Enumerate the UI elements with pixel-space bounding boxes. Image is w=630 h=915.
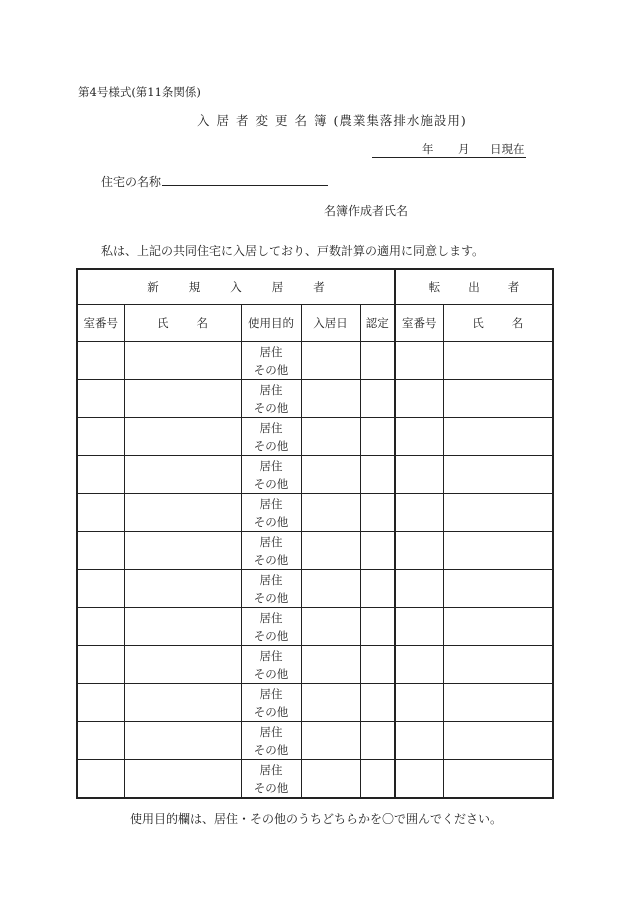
table-row	[77, 342, 553, 380]
cell-approval[interactable]	[360, 418, 395, 456]
date-year-label: 年	[422, 142, 434, 156]
cell-room-new[interactable]	[77, 456, 124, 494]
cell-name-new[interactable]	[124, 418, 241, 456]
cell-purpose[interactable]	[241, 646, 301, 684]
table-row	[77, 760, 553, 799]
purpose-option-residence[interactable]: 居住	[259, 458, 283, 473]
purpose-option-other[interactable]: その他	[253, 552, 289, 567]
document-title	[197, 111, 467, 129]
table-row	[77, 456, 553, 494]
cell-approval[interactable]	[360, 456, 395, 494]
cell-name-new[interactable]	[124, 380, 241, 418]
cell-name-out[interactable]	[443, 380, 553, 418]
cell-room-out[interactable]	[395, 570, 443, 608]
cell-purpose[interactable]	[241, 380, 301, 418]
purpose-option-residence[interactable]: 居住	[259, 686, 283, 701]
cell-move-in-date[interactable]	[301, 342, 360, 380]
cell-purpose[interactable]	[241, 760, 301, 799]
cell-name-new[interactable]	[124, 684, 241, 722]
cell-approval[interactable]	[360, 760, 395, 799]
table-row	[77, 532, 553, 570]
title-main: 入居者変更名簿	[197, 113, 334, 128]
col-name-new: 氏名	[124, 305, 241, 342]
cell-name-new[interactable]	[124, 570, 241, 608]
purpose-option-other[interactable]: その他	[253, 438, 289, 453]
cell-room-new[interactable]	[77, 380, 124, 418]
cell-purpose[interactable]	[241, 570, 301, 608]
cell-name-new[interactable]	[124, 722, 241, 760]
purpose-option-residence[interactable]: 居住	[259, 420, 283, 435]
table-row	[77, 646, 553, 684]
cell-approval[interactable]	[360, 646, 395, 684]
cell-name-out[interactable]	[443, 722, 553, 760]
cell-approval[interactable]	[360, 494, 395, 532]
housing-name-field	[101, 173, 328, 190]
housing-name-label: 住宅の名称	[101, 175, 162, 189]
cell-purpose[interactable]	[241, 418, 301, 456]
purpose-option-residence[interactable]: 居住	[259, 648, 283, 663]
cell-approval[interactable]	[360, 342, 395, 380]
cell-name-new[interactable]	[124, 646, 241, 684]
cell-name-new[interactable]	[124, 760, 241, 799]
cell-room-out[interactable]	[395, 608, 443, 646]
col-room-number-out: 室番号	[395, 305, 443, 342]
cell-room-out[interactable]	[395, 380, 443, 418]
cell-room-new[interactable]	[77, 494, 124, 532]
cell-purpose[interactable]	[241, 608, 301, 646]
cell-move-in-date[interactable]	[301, 570, 360, 608]
cell-move-in-date[interactable]	[301, 494, 360, 532]
table-row	[77, 722, 553, 760]
cell-name-out[interactable]	[443, 342, 553, 380]
moved-out-header: 転出者	[395, 269, 553, 305]
cell-room-out[interactable]	[395, 418, 443, 456]
purpose-option-other[interactable]: その他	[253, 742, 289, 757]
cell-name-out[interactable]	[443, 418, 553, 456]
cell-name-new[interactable]	[124, 494, 241, 532]
cell-name-new[interactable]	[124, 342, 241, 380]
purpose-option-other[interactable]: その他	[253, 704, 289, 719]
purpose-option-residence[interactable]: 居住	[259, 496, 283, 511]
cell-room-new[interactable]	[77, 760, 124, 799]
purpose-option-residence[interactable]: 居住	[259, 534, 283, 549]
cell-approval[interactable]	[360, 380, 395, 418]
cell-room-out[interactable]	[395, 646, 443, 684]
purpose-option-residence[interactable]: 居住	[259, 762, 283, 777]
cell-purpose[interactable]	[241, 684, 301, 722]
table-row	[77, 684, 553, 722]
cell-room-out[interactable]	[395, 760, 443, 799]
cell-move-in-date[interactable]	[301, 760, 360, 799]
cell-approval[interactable]	[360, 722, 395, 760]
purpose-option-other[interactable]: その他	[253, 514, 289, 529]
cell-purpose[interactable]	[241, 342, 301, 380]
purpose-option-residence[interactable]: 居住	[259, 344, 283, 359]
purpose-option-other[interactable]: その他	[253, 666, 289, 681]
cell-name-out[interactable]	[443, 760, 553, 799]
date-day-label: 日現在	[490, 142, 525, 156]
cell-room-out[interactable]	[395, 494, 443, 532]
purpose-option-residence[interactable]: 居住	[259, 724, 283, 739]
housing-name-blank[interactable]	[162, 173, 328, 186]
cell-name-out[interactable]	[443, 456, 553, 494]
col-purpose: 使用目的	[241, 305, 301, 342]
col-approval: 認定	[360, 305, 395, 342]
cell-name-out[interactable]	[443, 532, 553, 570]
cell-name-out[interactable]	[443, 570, 553, 608]
col-room-number-new: 室番号	[77, 305, 124, 342]
cell-name-out[interactable]	[443, 608, 553, 646]
purpose-option-other[interactable]: その他	[253, 476, 289, 491]
cell-room-out[interactable]	[395, 456, 443, 494]
purpose-option-residence[interactable]: 居住	[259, 572, 283, 587]
cell-approval[interactable]	[360, 608, 395, 646]
cell-move-in-date[interactable]	[301, 380, 360, 418]
cell-move-in-date[interactable]	[301, 646, 360, 684]
cell-purpose[interactable]	[241, 494, 301, 532]
cell-name-new[interactable]	[124, 608, 241, 646]
cell-room-out[interactable]	[395, 342, 443, 380]
new-residents-header: 新規入居者	[77, 269, 395, 305]
table-row	[77, 608, 553, 646]
creator-name-label: 名簿作成者氏名	[324, 204, 409, 218]
cell-name-new[interactable]	[124, 456, 241, 494]
cell-room-out[interactable]	[395, 684, 443, 722]
purpose-option-other[interactable]: その他	[253, 590, 289, 605]
cell-approval[interactable]	[360, 684, 395, 722]
roster-table	[76, 268, 554, 799]
cell-purpose[interactable]	[241, 456, 301, 494]
cell-move-in-date[interactable]	[301, 532, 360, 570]
cell-move-in-date[interactable]	[301, 456, 360, 494]
purpose-option-other[interactable]: その他	[253, 400, 289, 415]
purpose-option-residence[interactable]: 居住	[259, 610, 283, 625]
purpose-option-other[interactable]: その他	[253, 362, 289, 377]
form-number: 第4号様式(第11条関係)	[78, 85, 201, 99]
table-row	[77, 570, 553, 608]
cell-name-new[interactable]	[124, 532, 241, 570]
cell-purpose[interactable]	[241, 722, 301, 760]
cell-room-new[interactable]	[77, 722, 124, 760]
date-month-label: 月	[458, 142, 470, 156]
cell-approval[interactable]	[360, 532, 395, 570]
cell-room-new[interactable]	[77, 646, 124, 684]
col-move-in-date: 入居日	[301, 305, 360, 342]
cell-room-new[interactable]	[77, 532, 124, 570]
cell-room-out[interactable]	[395, 532, 443, 570]
cell-name-out[interactable]	[443, 684, 553, 722]
cell-room-new[interactable]	[77, 608, 124, 646]
cell-room-new[interactable]	[77, 418, 124, 456]
date-field[interactable]	[372, 141, 526, 158]
cell-room-new[interactable]	[77, 570, 124, 608]
cell-room-new[interactable]	[77, 684, 124, 722]
table-row	[77, 380, 553, 418]
cell-name-out[interactable]	[443, 646, 553, 684]
table-row	[77, 418, 553, 456]
purpose-option-other[interactable]: その他	[253, 780, 289, 795]
cell-room-new[interactable]	[77, 342, 124, 380]
cell-move-in-date[interactable]	[301, 722, 360, 760]
cell-purpose[interactable]	[241, 532, 301, 570]
cell-name-out[interactable]	[443, 494, 553, 532]
cell-approval[interactable]	[360, 570, 395, 608]
cell-move-in-date[interactable]	[301, 684, 360, 722]
consent-statement: 私は、上記の共同住宅に入居しており、戸数計算の適用に同意します。	[101, 244, 485, 258]
table-row	[77, 494, 553, 532]
col-name-out: 氏名	[443, 305, 553, 342]
title-sub: (農業集落排水施設用)	[333, 113, 467, 128]
cell-move-in-date[interactable]	[301, 608, 360, 646]
footnote: 使用目的欄は、居住・その他のうちどちらかを〇で囲んでください。	[130, 812, 503, 826]
purpose-option-residence[interactable]: 居住	[259, 382, 283, 397]
purpose-option-other[interactable]: その他	[253, 628, 289, 643]
cell-room-out[interactable]	[395, 722, 443, 760]
cell-move-in-date[interactable]	[301, 418, 360, 456]
